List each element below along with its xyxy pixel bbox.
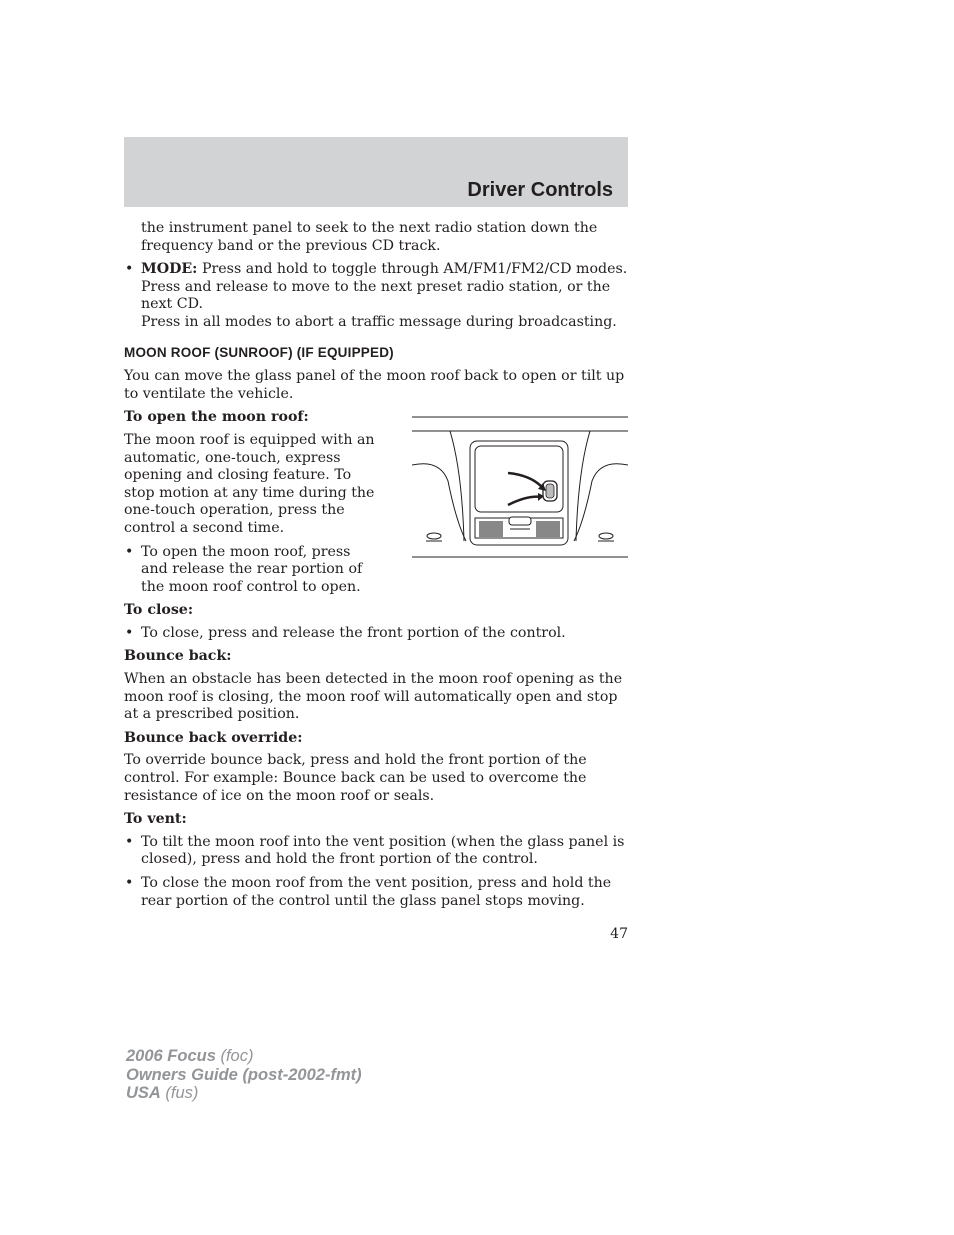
footer-model: 2006 Focus <box>126 1047 216 1065</box>
vent-bullet-text: To close the moon roof from the vent position, press and hold the rear portion of the control until the glass panel stops moving. <box>141 875 612 909</box>
vent-bullet-text: To tilt the moon roof into the vent position (when the glass panel is closed), press and hold the front portion of the control. <box>141 833 625 868</box>
left-map-light <box>479 521 503 537</box>
bullet-dot: • <box>125 624 134 641</box>
open-text: The moon roof is equipped with an automatic, one-touch, express opening and closing feature. To stop motion at any time during the one-touch operation, press the control a second time. <box>124 431 375 536</box>
open-heading: To open the moon roof: <box>124 409 309 426</box>
bullet-dot: • <box>125 261 134 278</box>
footer-market-code: (fus) <box>160 1084 199 1102</box>
page-title: Driver Controls <box>467 179 613 201</box>
close-heading: To close: <box>124 602 194 619</box>
override-heading: Bounce back override: <box>124 729 303 746</box>
right-map-light <box>536 521 560 537</box>
vent-bullet <box>124 834 628 869</box>
open-bullet <box>124 544 380 597</box>
close-bullet-text: To close, press and release the front portion of the control. <box>141 624 566 641</box>
open-section <box>124 409 628 602</box>
bounce-heading: Bounce back: <box>124 648 232 665</box>
override-text: To override bounce back, press and hold the front portion of the control. For example: Bounce back can be used to overcome the resistance of ice on the moon roof or seals. <box>124 752 587 804</box>
close-bullet <box>124 625 628 643</box>
header-band <box>124 137 628 207</box>
footer-line-1 <box>126 1047 362 1066</box>
mode-label: MODE: <box>141 261 198 278</box>
mode-note: Press in all modes to abort a traffic message during broadcasting. <box>141 313 617 330</box>
moon-roof-control-illustration <box>412 411 628 567</box>
footer-line-3 <box>126 1084 362 1103</box>
section-heading: MOON ROOF (SUNROOF) (IF EQUIPPED) <box>124 344 394 360</box>
bullet-dot: • <box>125 875 134 891</box>
footer-model-code: (foc) <box>215 1047 254 1065</box>
bullet-dot: • <box>125 833 134 850</box>
mode-bullet <box>124 261 628 331</box>
open-text-column <box>124 409 380 602</box>
vent-bullet <box>124 875 628 910</box>
page-number: 47 <box>610 926 628 942</box>
bounce-text: When an obstacle has been detected in the moon roof opening as the moon roof is closing, the moon roof will automatically open and stop at a prescribed position. <box>124 671 623 723</box>
footer-line-2: Owners Guide (post-2002-fmt) <box>126 1065 362 1084</box>
rear-press-arrow <box>508 473 542 487</box>
front-press-arrow <box>508 497 542 505</box>
intro-continuation: the instrument panel to seek to the next radio station down the frequency band or the previous CD track. <box>141 220 598 254</box>
section-intro: You can move the glass panel of the moon roof back to open or tilt up to ventilate the vehicle. <box>124 368 625 402</box>
bullet-dot: • <box>125 543 134 560</box>
vent-heading: To vent: <box>124 811 187 828</box>
footer-market: USA <box>126 1084 161 1102</box>
mode-text: Press and hold to toggle through AM/FM1/FM2/CD modes. Press and release to move to the next preset radio station, or the next CD. <box>141 261 628 313</box>
open-bullet-text: To open the moon roof, press and release the rear portion of the moon roof control to open. <box>141 543 363 595</box>
main-content <box>124 220 628 916</box>
document-footer <box>126 1047 362 1103</box>
